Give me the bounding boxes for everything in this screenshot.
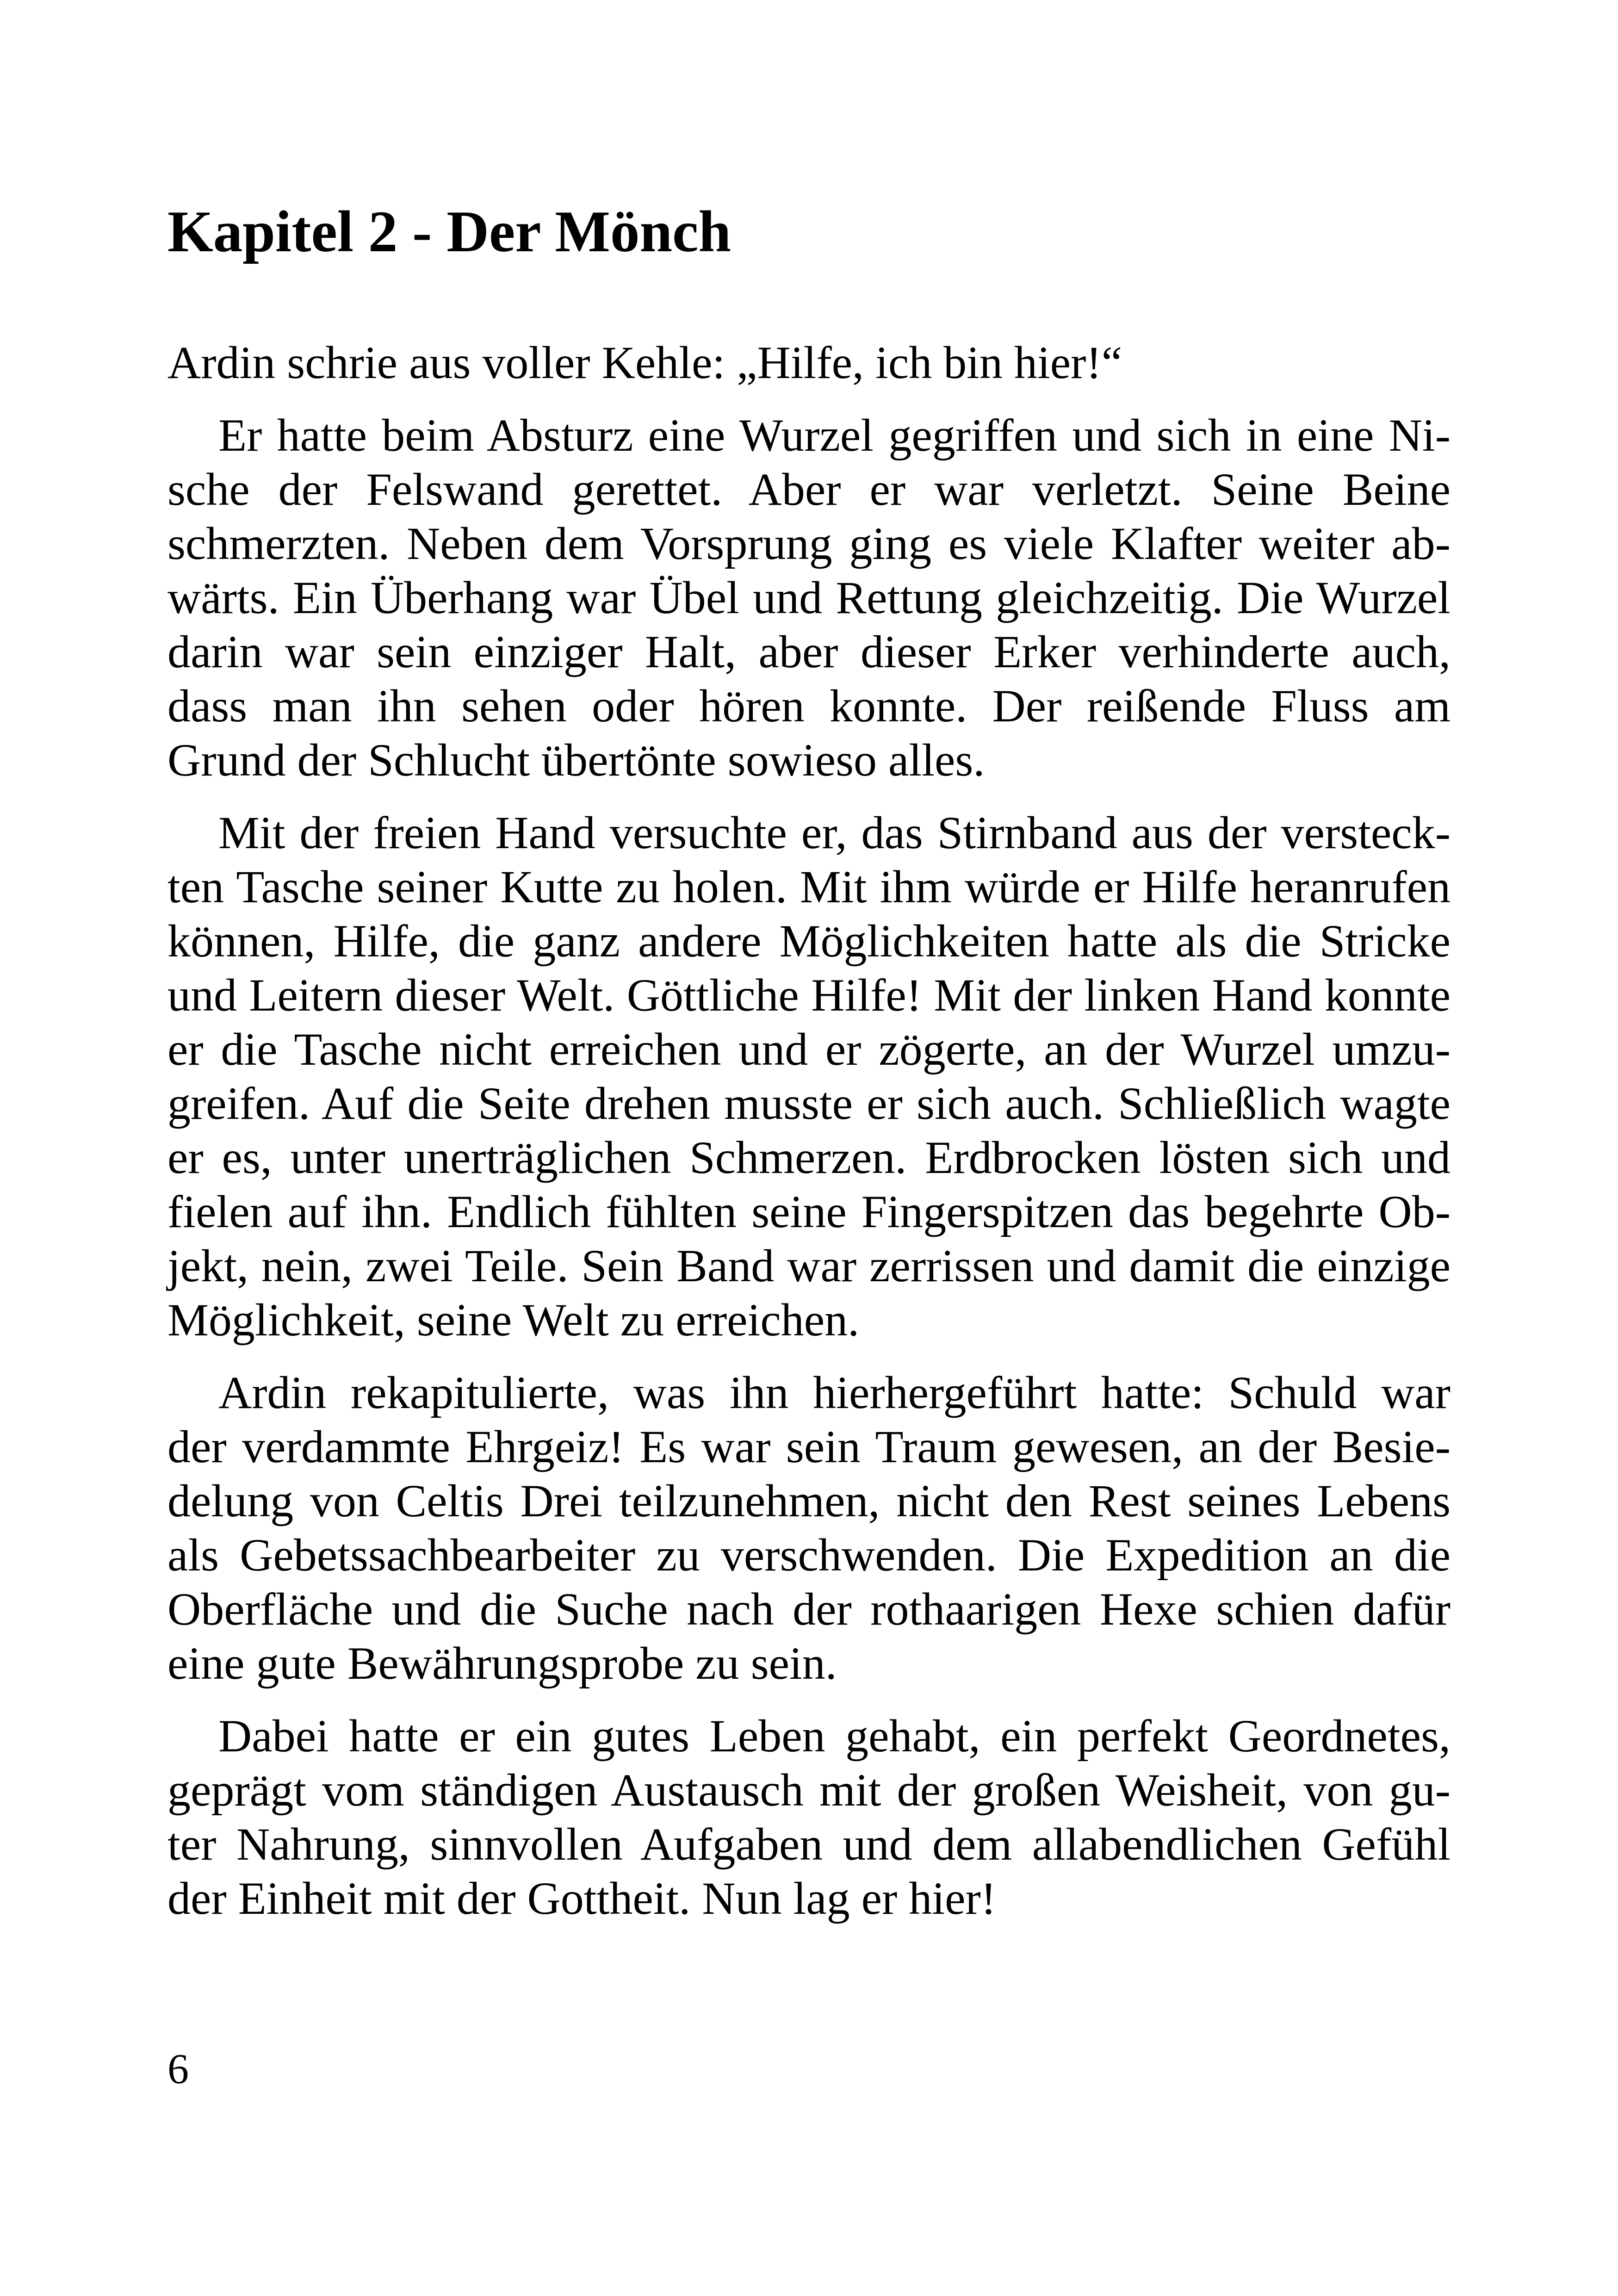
text-line: Ardin schrie aus voller Kehle: „Hilfe, ich bin hier!“ xyxy=(167,337,1122,389)
text-line: sche der Felswand gerettet. Aber er war verletzt. Seine Beine xyxy=(167,464,1451,515)
text-line: der Einheit mit der Gottheit. Nun lag er hier! xyxy=(167,1873,997,1924)
text-line: greifen. Auf die Seite drehen musste er sich auch. Schließlich wagte xyxy=(167,1078,1451,1129)
text-line: darin war sein einziger Halt, aber dieser Erker verhinderte auch, xyxy=(167,626,1451,678)
text-line: Grund der Schlucht übertönte sowieso alles. xyxy=(167,734,985,786)
page-content xyxy=(167,197,1451,1925)
chapter-body xyxy=(167,335,1451,1925)
text-line: Er hatte beim Absturz eine Wurzel gegriffen und sich in eine Ni- xyxy=(218,410,1451,461)
text-line: eine gute Bewährungsprobe zu sein. xyxy=(167,1638,837,1689)
text-line: wärts. Ein Überhang war Übel und Rettung gleichzeitig. Die Wurzel xyxy=(167,572,1451,624)
text-line: Möglichkeit, seine Welt zu erreichen. xyxy=(167,1294,860,1346)
text-line: schmerzten. Neben dem Vorsprung ging es viele Klafter weiter ab- xyxy=(167,518,1451,570)
paragraph xyxy=(167,1365,1451,1690)
text-line: Ardin rekapitulierte, was ihn hierhergeführt hatte: Schuld war xyxy=(218,1367,1451,1419)
text-line: Mit der freien Hand versuchte er, das Stirnband aus der versteck- xyxy=(218,807,1451,859)
text-line: können, Hilfe, die ganz andere Möglichkeiten hatte als die Stricke xyxy=(167,915,1451,967)
paragraph xyxy=(167,408,1451,787)
text-line: und Leitern dieser Welt. Göttliche Hilfe! Mit der linken Hand konnte xyxy=(167,969,1451,1021)
page-number: 6 xyxy=(167,2045,189,2092)
paragraph xyxy=(167,806,1451,1347)
text-line: fielen auf ihn. Endlich fühlten seine Fingerspitzen das begehrte Ob- xyxy=(167,1186,1451,1238)
paragraph xyxy=(167,1709,1451,1925)
text-line: Dabei hatte er ein gutes Leben gehabt, ein perfekt Geordnetes, xyxy=(218,1710,1451,1762)
text-line: jekt, nein, zwei Teile. Sein Band war zerrissen und damit die einzige xyxy=(167,1240,1451,1292)
text-line: der verdammte Ehrgeiz! Es war sein Traum gewesen, an der Besie- xyxy=(167,1421,1451,1473)
text-line: er es, unter unerträglichen Schmerzen. Erdbrocken lösten sich und xyxy=(167,1132,1451,1184)
text-line: ten Tasche seiner Kutte zu holen. Mit ihm würde er Hilfe heranrufen xyxy=(167,861,1451,913)
text-line: er die Tasche nicht erreichen und er zögerte, an der Wurzel umzu- xyxy=(167,1024,1451,1075)
chapter-title: Kapitel 2 - Der Mönch xyxy=(167,199,732,264)
text-line: dass man ihn sehen oder hören konnte. Der reißende Fluss am xyxy=(167,680,1451,732)
paragraph xyxy=(167,335,1451,390)
text-line: ter Nahrung, sinnvollen Aufgaben und dem allabendlichen Gefühl xyxy=(167,1818,1451,1870)
text-line: delung von Celtis Drei teilzunehmen, nicht den Rest seines Lebens xyxy=(167,1475,1451,1527)
text-line: als Gebetssachbearbeiter zu verschwenden. Die Expedition an die xyxy=(167,1529,1451,1581)
text-line: geprägt vom ständigen Austausch mit der großen Weisheit, von gu- xyxy=(167,1764,1451,1816)
text-line: Oberfläche und die Suche nach der rothaarigen Hexe schien dafür xyxy=(167,1583,1451,1635)
